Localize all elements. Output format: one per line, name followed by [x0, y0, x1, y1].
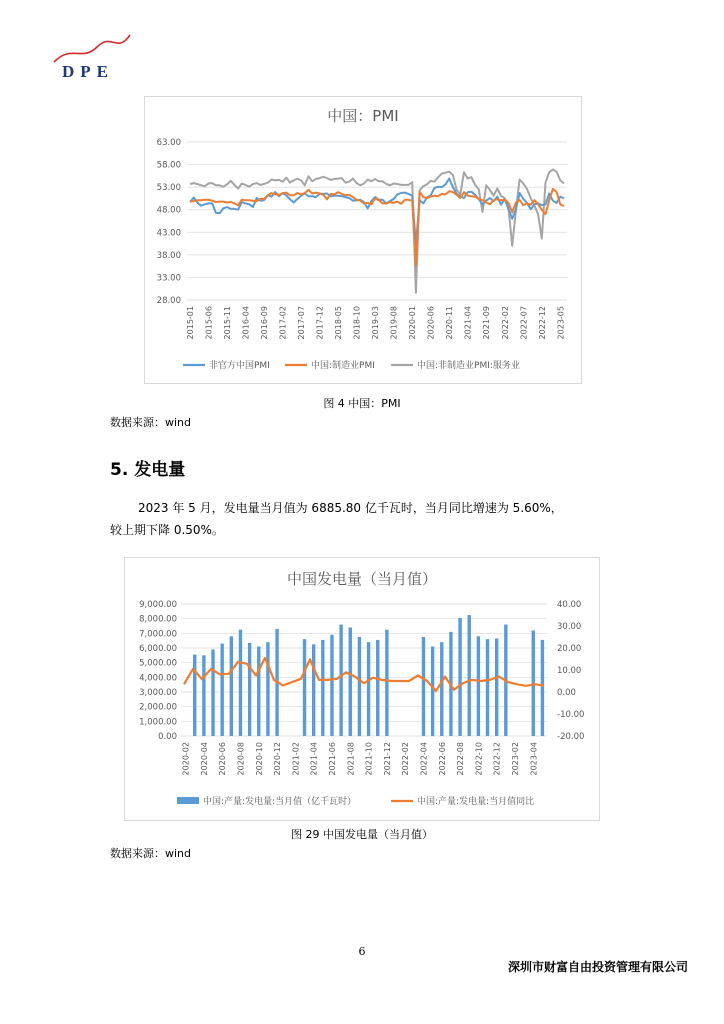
pmi-x-tick-label: 2018-05 [334, 306, 344, 340]
power-bar [211, 649, 214, 736]
power-legend-line-label: 中国:产量:发电量:当月值同比 [417, 797, 535, 807]
power-bar [220, 644, 223, 736]
pmi-x-tick-label: 2023-05 [556, 306, 566, 340]
power-bar [468, 615, 471, 736]
pmi-y-tick-label: 48.00 [156, 205, 181, 216]
power-x-tick-label: 2021-02 [291, 742, 301, 776]
power-y-left-tick-label: 3,000.00 [139, 688, 177, 698]
power-x-tick-label: 2021-12 [382, 742, 392, 776]
power-bar-line-chart [125, 558, 599, 820]
power-bar [239, 630, 242, 736]
power-y-left-tick-label: 7,000.00 [139, 629, 177, 640]
power-x-tick-label: 2023-02 [510, 742, 520, 776]
page-number: 6 [358, 945, 366, 958]
pmi-legend-label: 中国:制造业PMI [311, 361, 375, 371]
power-y-left-tick-label: 1,000.00 [139, 717, 177, 728]
power-y-left-tick-label: 2,000.00 [139, 702, 177, 713]
power-bar [440, 642, 443, 736]
paragraph-line-2: 较上期下降 0.50%。 [110, 523, 224, 537]
power-x-tick-label: 2022-02 [401, 742, 411, 776]
company-logo-text: DPE [62, 62, 114, 81]
pmi-x-tick-label: 2016-04 [241, 306, 251, 340]
pmi-x-tick-label: 2017-12 [315, 306, 325, 340]
power-x-tick-label: 2022-06 [437, 742, 447, 776]
power-chart-frame [124, 557, 600, 821]
section-title: 5. 发电量 [110, 460, 186, 480]
power-bar [358, 637, 361, 736]
power-bar [486, 639, 489, 736]
power-chart-caption: 图 29 中国发电量（当月值） [291, 828, 433, 841]
power-y-left-tick-label: 4,000.00 [139, 673, 177, 684]
pmi-series-line-2 [190, 189, 564, 265]
power-bar [202, 655, 205, 736]
power-y-left-tick-label: 8,000.00 [139, 614, 177, 625]
pmi-x-tick-label: 2017-02 [278, 306, 288, 340]
power-bar [303, 639, 306, 736]
power-x-tick-label: 2023-04 [529, 742, 539, 776]
pmi-legend-label: 中国:非制造业PMI:服务业 [417, 361, 520, 371]
power-bar [257, 647, 260, 736]
pmi-y-tick-label: 58.00 [156, 160, 181, 171]
power-chart-title: 中国发电量（当月值） [286, 570, 438, 588]
power-y-right-tick-label: 10.00 [557, 666, 582, 676]
pmi-y-tick-label: 38.00 [156, 250, 181, 261]
power-y-right-tick-label: 20.00 [557, 644, 582, 654]
power-x-tick-label: 2021-06 [327, 742, 337, 776]
pmi-line-chart [145, 97, 581, 383]
power-y-left-tick-label: 5,000.00 [139, 658, 177, 669]
power-x-tick-label: 2021-10 [364, 742, 374, 776]
company-name: 深圳市财富自由投资管理有限公司 [507, 960, 688, 974]
power-x-tick-label: 2020-12 [273, 742, 283, 776]
power-bar [321, 640, 324, 736]
power-bar [477, 636, 480, 736]
pmi-x-tick-label: 2015-06 [204, 306, 214, 340]
power-bar [248, 643, 251, 736]
power-bar [495, 638, 498, 736]
pmi-y-tick-label: 53.00 [156, 183, 181, 194]
power-x-tick-label: 2022-10 [474, 742, 484, 776]
power-source-note: 数据来源：wind [110, 847, 192, 860]
pmi-legend-label: 非官方中国PMI [209, 361, 270, 371]
power-x-tick-label: 2020-10 [254, 742, 264, 776]
pmi-x-tick-label: 2015-01 [186, 306, 195, 340]
power-legend-bar-swatch [177, 797, 199, 804]
power-y-left-tick-label: 6,000.00 [139, 644, 177, 654]
power-y-right-tick-label: 0.00 [557, 688, 576, 698]
power-bar [385, 630, 388, 736]
power-bar [431, 647, 434, 736]
pmi-x-tick-label: 2020-11 [445, 306, 455, 340]
power-bar [349, 627, 352, 736]
power-y-right-tick-label: -20.00 [557, 732, 585, 742]
power-y-left-tick-label: 9,000.00 [139, 600, 177, 610]
pmi-y-tick-label: 43.00 [156, 228, 181, 239]
pmi-x-tick-label: 2020-06 [426, 306, 436, 340]
pmi-x-tick-label: 2022-07 [519, 306, 529, 340]
pmi-series-line-3 [190, 170, 564, 293]
power-x-tick-label: 2021-08 [346, 742, 356, 776]
power-bar [312, 644, 315, 736]
power-bar [230, 636, 233, 736]
paragraph-line-1: 2023 年 5 月，发电量当月值为 6885.80 亿千瓦时，当月同比增速为 5.60%， [138, 501, 563, 515]
power-bar [266, 642, 269, 736]
power-bar [330, 635, 333, 736]
power-y-left-tick-label: 0.00 [158, 732, 177, 742]
pmi-x-tick-label: 2020-01 [408, 306, 418, 340]
power-legend-bar-label: 中国:产量:发电量:当月值（亿千瓦时） [203, 797, 357, 807]
power-x-tick-label: 2021-04 [309, 742, 319, 776]
section-paragraph [110, 497, 618, 541]
pmi-x-tick-label: 2021-09 [482, 306, 492, 340]
pmi-x-tick-label: 2021-04 [463, 306, 473, 340]
pmi-x-tick-label: 2019-03 [371, 306, 381, 340]
pmi-x-tick-label: 2015-11 [223, 306, 233, 340]
pmi-chart-caption: 图 4 中国：PMI [323, 397, 401, 410]
pmi-chart-frame [144, 96, 582, 384]
power-bar [541, 640, 544, 736]
power-x-tick-label: 2022-04 [419, 742, 429, 776]
power-bar [367, 642, 370, 736]
pmi-chart-title: 中国：PMI [327, 107, 399, 125]
power-x-tick-label: 2022-12 [492, 742, 502, 776]
power-x-tick-label: 2020-08 [236, 742, 246, 776]
pmi-x-tick-label: 2019-08 [389, 306, 399, 340]
power-bar [458, 618, 461, 736]
pmi-x-tick-label: 2016-09 [260, 306, 270, 340]
power-bar [532, 630, 535, 736]
pmi-y-tick-label: 63.00 [156, 138, 181, 148]
power-y-right-tick-label: 40.00 [557, 600, 582, 610]
pmi-y-tick-label: 28.00 [156, 296, 181, 306]
power-x-tick-label: 2020-04 [199, 742, 209, 776]
power-x-tick-label: 2020-06 [218, 742, 228, 776]
pmi-x-tick-label: 2018-10 [352, 306, 362, 340]
pmi-y-tick-label: 33.00 [156, 273, 181, 284]
pmi-x-tick-label: 2017-07 [297, 306, 307, 340]
pmi-x-tick-label: 2022-02 [500, 306, 510, 340]
power-bar [422, 637, 425, 736]
pmi-x-tick-label: 2022-12 [537, 306, 547, 340]
power-y-right-tick-label: -10.00 [557, 710, 585, 720]
power-bar [376, 640, 379, 736]
power-x-tick-label: 2022-08 [456, 742, 466, 776]
pmi-source-note: 数据来源：wind [110, 416, 192, 429]
power-bar [339, 625, 342, 736]
power-y-right-tick-label: 30.00 [557, 622, 582, 632]
power-bar [193, 655, 196, 736]
power-x-tick-label: 2020-02 [181, 742, 191, 776]
